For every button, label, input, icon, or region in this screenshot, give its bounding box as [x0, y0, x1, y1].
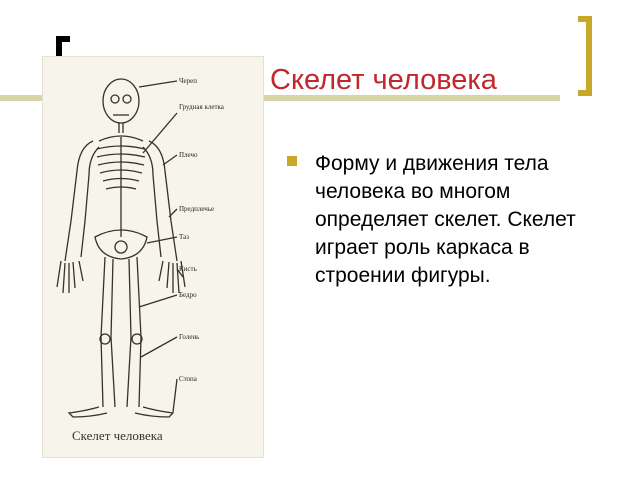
slide-title: Скелет человека: [270, 64, 497, 96]
bullet-square-icon: [287, 156, 297, 166]
label-thigh: Бедро: [179, 291, 197, 299]
bullet-text: Форму и движения тела человека во многом определяет скелет. Скелет играет роль каркаса в строении фигуры.: [315, 152, 576, 287]
label-pelvis: Таз: [179, 233, 189, 241]
label-skull: Череп: [179, 77, 198, 85]
label-shoulder: Плечо: [179, 151, 198, 159]
label-shin: Голень: [179, 333, 200, 341]
label-hand: Кисть: [179, 265, 197, 273]
label-chest: Грудная клетка: [179, 103, 224, 111]
label-foot: Стопа: [179, 375, 197, 383]
corner-bracket-right: [578, 16, 592, 96]
skeleton-illustration: [43, 57, 263, 457]
skeleton-figure: [42, 56, 264, 458]
figure-caption: Скелет человека: [72, 428, 163, 443]
label-forearm: Предплечье: [179, 205, 215, 213]
